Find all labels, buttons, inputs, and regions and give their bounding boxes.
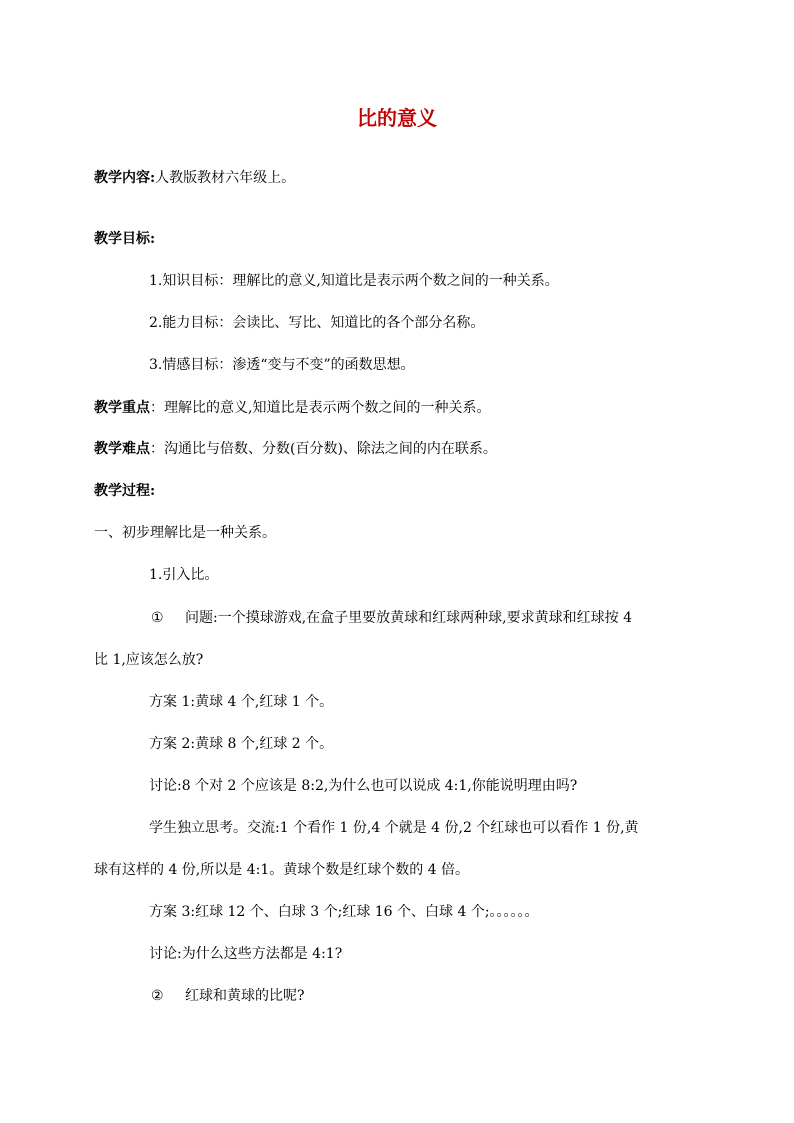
question-1-line-1 <box>151 608 632 628</box>
difficulty-label: 教学难点 <box>94 441 150 457</box>
teaching-content-label: 教学内容 <box>94 170 150 186</box>
circled-number-2: ② <box>151 988 164 1004</box>
question-1-line-2: 比 1,应该怎么放? <box>94 652 204 668</box>
goal-item-emotion: 3.情感目标：渗透“变与不变”的函数思想。 <box>149 357 415 373</box>
teaching-content-line <box>94 168 295 188</box>
teaching-goals-label: 教学目标: <box>94 231 156 247</box>
difficulty-separator: ： <box>150 441 164 457</box>
goal-item-knowledge: 1.知识目标：理解比的意义,知道比是表示两个数之间的一种关系。 <box>149 273 559 289</box>
student-thinking-line-1: 学生独立思考。交流:1 个看作 1 份,4 个就是 4 份,2 个红球也可以看作 1 份,黄 <box>149 820 639 836</box>
goal-item-ability: 2.能力目标：会读比、写比、知道比的各个部分名称。 <box>149 315 485 331</box>
difficulty-text: 沟通比与倍数、分数(百分数)、除法之间的内在联系。 <box>164 441 497 457</box>
step-heading-1: 1.引入比。 <box>149 567 219 583</box>
page-title: 比的意义 <box>357 106 437 130</box>
student-thinking-line-2: 球有这样的 4 份,所以是 4:1。黄球个数是红球个数的 4 倍。 <box>94 862 470 878</box>
plan-1: 方案 1:黄球 4 个,红球 1 个。 <box>149 694 334 710</box>
teaching-content-separator: : <box>150 170 156 186</box>
key-point-text: 理解比的意义,知道比是表示两个数之间的一种关系。 <box>164 400 491 416</box>
key-point-label: 教学重点 <box>94 400 150 416</box>
discussion-2: 讨论:为什么这些方法都是 4:1? <box>149 946 343 962</box>
section-heading-1: 一、初步理解比是一种关系。 <box>94 525 276 541</box>
key-point-line <box>94 398 490 418</box>
teaching-process-label: 教学过程: <box>94 483 156 499</box>
discussion-1: 讨论:8 个对 2 个应该是 8:2,为什么也可以说成 4:1,你能说明理由吗? <box>149 778 578 794</box>
plan-2: 方案 2:黄球 8 个,红球 2 个。 <box>149 736 334 752</box>
question-2-text: 红球和黄球的比呢? <box>185 988 305 1004</box>
plan-3: 方案 3:红球 12 个、白球 3 个;红球 16 个、白球 4 个;。。。。。。 <box>149 904 539 920</box>
question-1-text: 问题:一个摸球游戏,在盒子里要放黄球和红球两种球,要求黄球和红球按 4 <box>185 610 632 626</box>
circled-number-1: ① <box>151 610 164 626</box>
difficulty-line <box>94 439 497 459</box>
key-point-separator: ： <box>150 400 164 416</box>
teaching-content-text: 人教版教材六年级上。 <box>155 170 296 186</box>
question-2-line <box>151 986 305 1006</box>
